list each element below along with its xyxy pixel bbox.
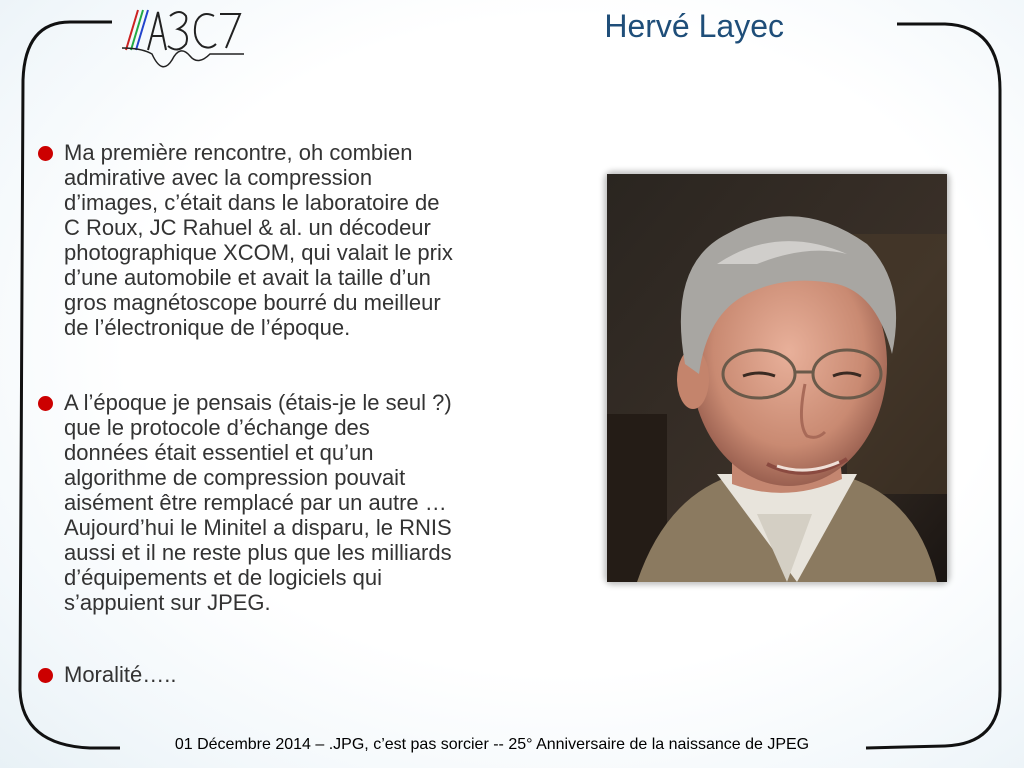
portrait-photo: [607, 174, 947, 582]
bullet-line: Aujourd’hui le Minitel a disparu, le RNIS: [64, 515, 452, 540]
footer-text: 01 Décembre 2014 – .JPG, c’est pas sorcier -- 25° Anniversaire de la naissance de JPEG: [174, 736, 810, 753]
red-dot-icon: [38, 396, 53, 411]
bullet-line: d’une automobile et avait la taille d’un: [64, 265, 431, 290]
logo-text: A3C7: [318, 64, 321, 65]
list-item: [38, 140, 564, 340]
bullet-line: d’images, c’était dans le laboratoire de: [64, 190, 440, 215]
bullet-line: que le protocole d’échange des: [64, 415, 370, 440]
red-dot-icon: [38, 668, 53, 683]
bullet-line: A l’époque je pensais (étais-je le seul ?): [64, 390, 452, 415]
list-item: [38, 662, 564, 687]
bullet-line: gros magnétoscope bourré du meilleur: [64, 290, 441, 315]
bullet-line: données était essentiel et qu’un: [64, 440, 374, 465]
bullet-line: admirative avec la compression: [64, 165, 373, 190]
bullet-line: d’équipements et de logiciels qui: [64, 565, 382, 590]
bullet-line: photographique XCOM, qui valait le prix: [64, 240, 453, 265]
bullet-line: Moralité…..: [64, 662, 177, 687]
list-item: [38, 390, 564, 615]
bullet-line: Ma première rencontre, oh combien: [64, 140, 413, 165]
page-title: Hervé Layec: [604, 8, 784, 44]
a3c7-logo: [118, 4, 321, 76]
bullet-line: de l’électronique de l’époque.: [64, 315, 351, 340]
bullet-line: s’appuient sur JPEG.: [64, 590, 271, 615]
bullet-line: C Roux, JC Rahuel & al. un décodeur: [64, 215, 431, 240]
bullet-line: aisément être remplacé par un autre …: [64, 490, 447, 515]
red-dot-icon: [38, 146, 53, 161]
bullet-line: aussi et il ne reste plus que les milliards: [64, 540, 452, 565]
bullet-line: algorithme de compression pouvait: [64, 465, 406, 490]
